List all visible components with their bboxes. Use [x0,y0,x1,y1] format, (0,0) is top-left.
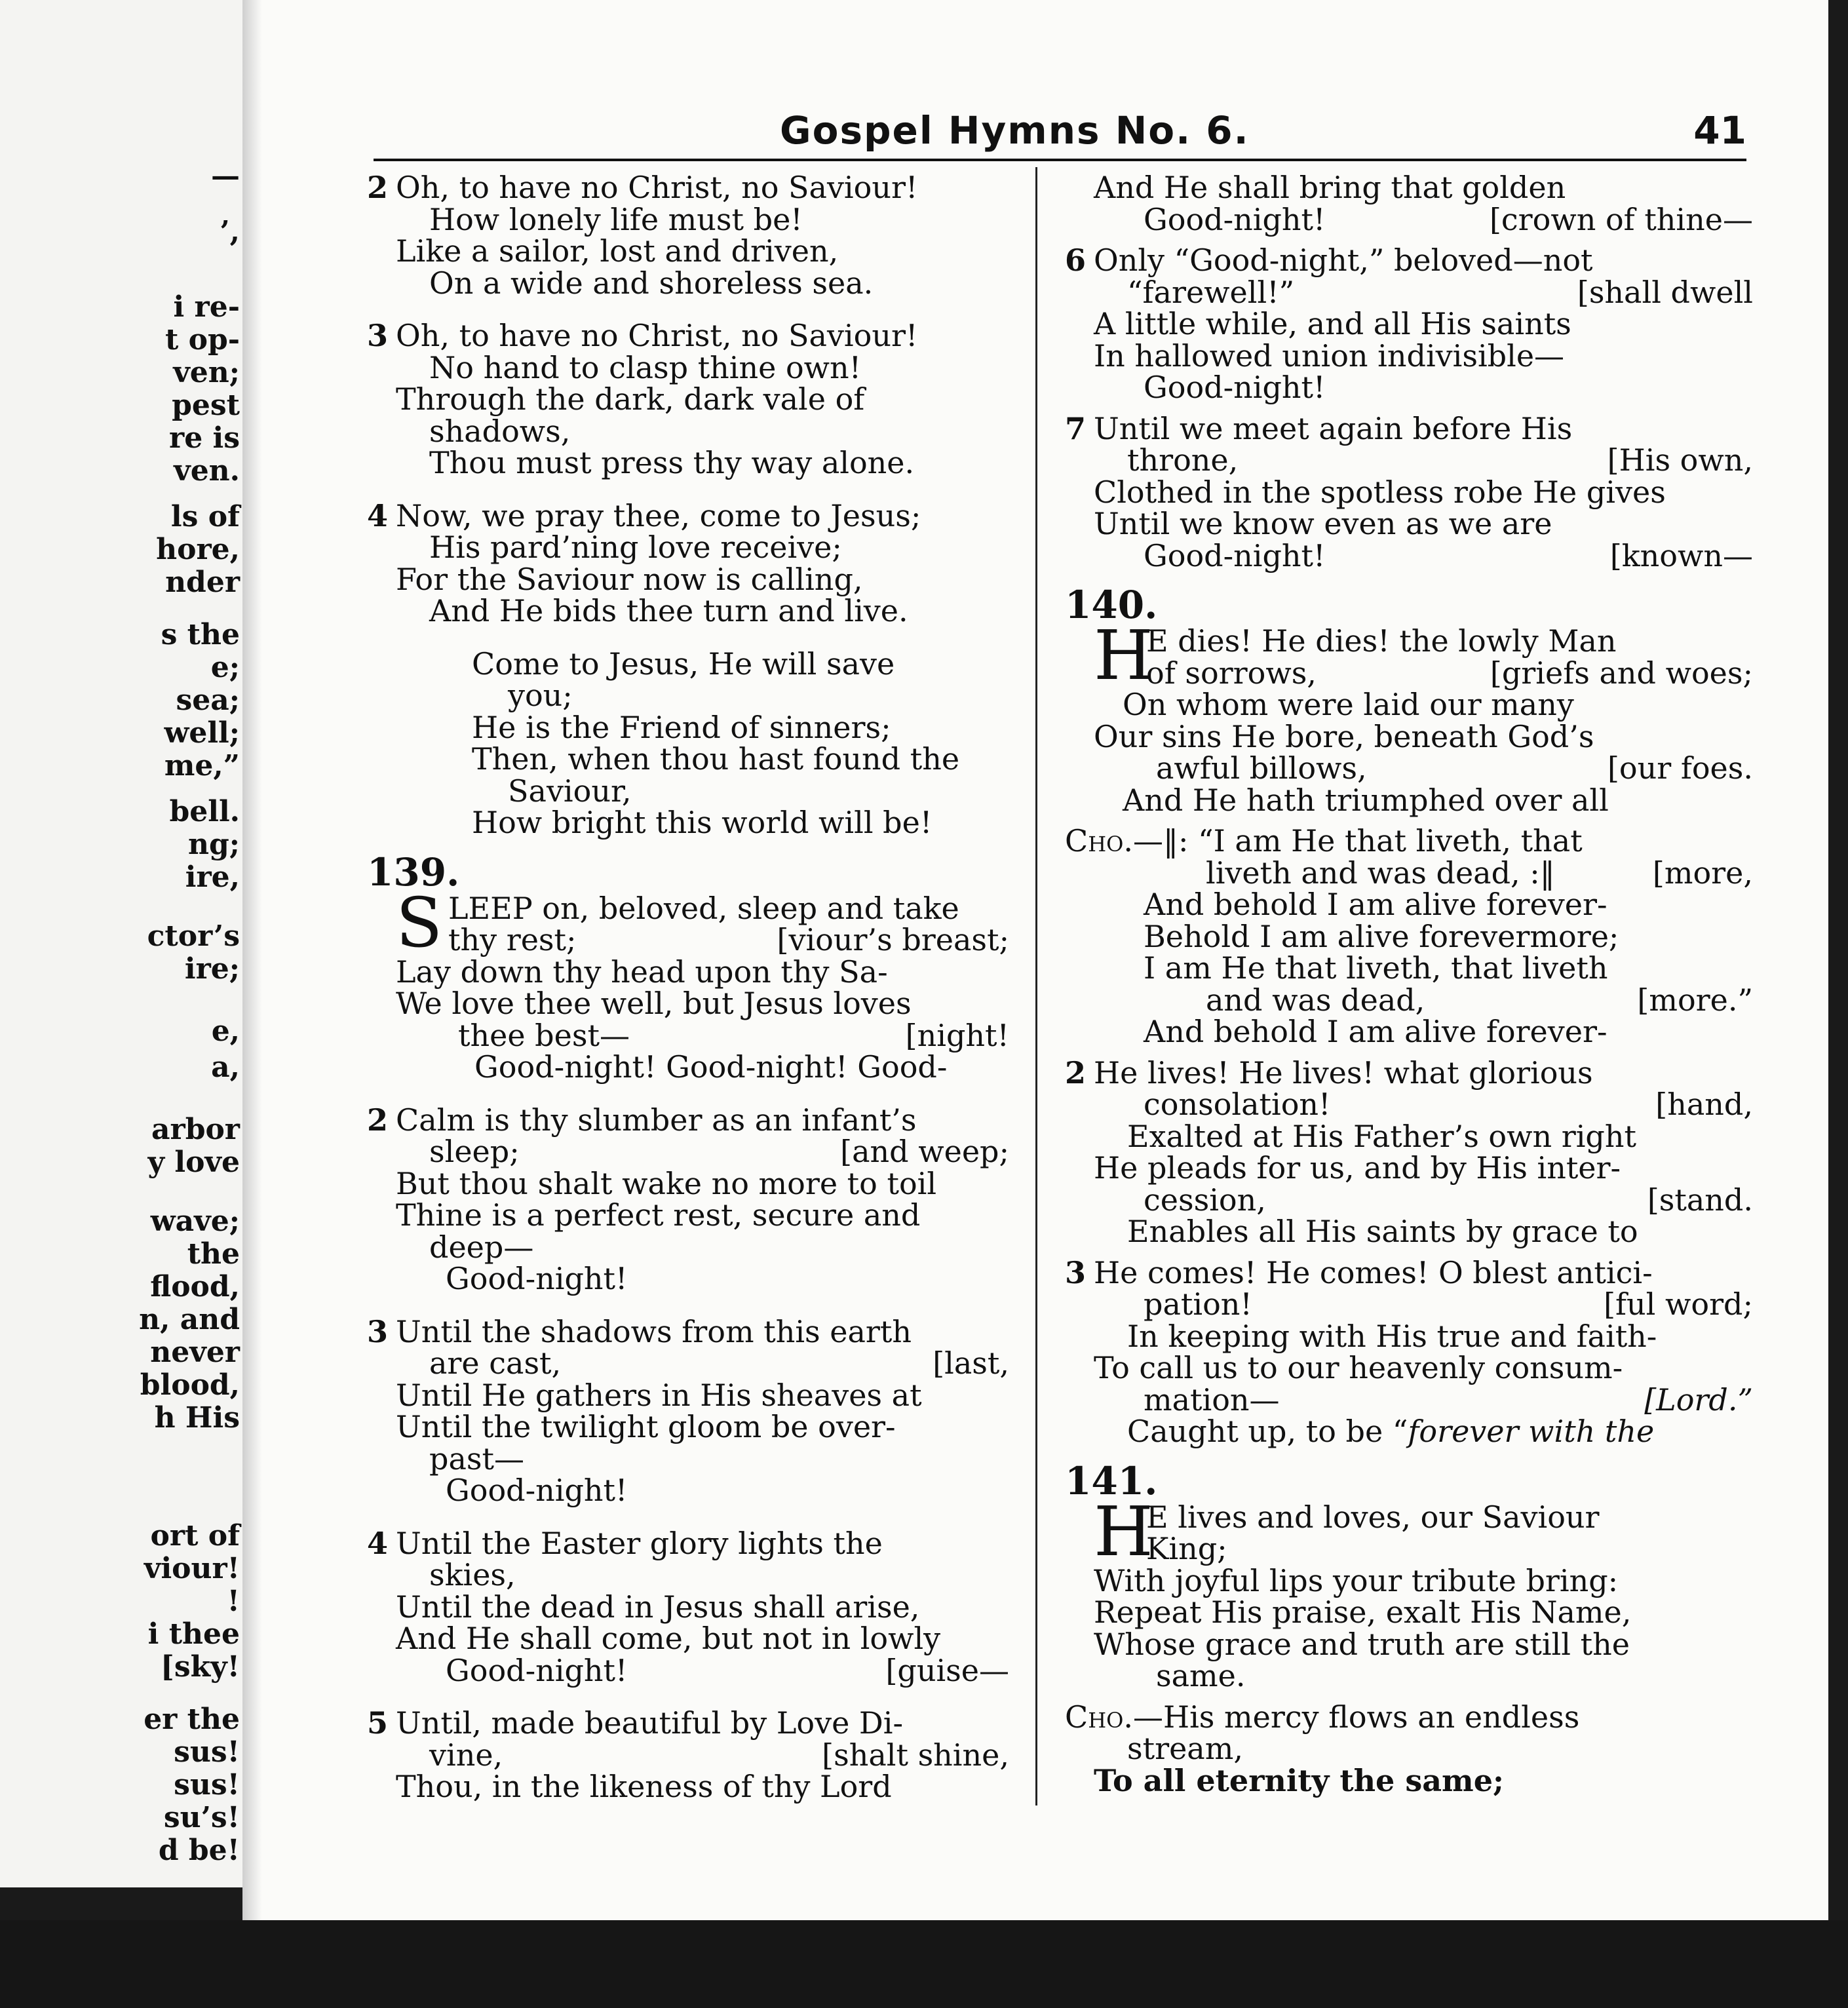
verse-line: consolation! [1144,1087,1331,1122]
chorus-label: Cho.— [1065,823,1163,859]
verse-line: Through the dark, dark vale of [396,381,865,417]
verse-line: Good-night! [446,1261,628,1296]
verse-line: His pard’ning love receive; [429,530,842,565]
turnover-fragment: [known— [1609,537,1753,573]
verse-line: “farewell!” [1127,274,1295,310]
verse-line: With joyful lips your tribute bring: [1094,1562,1619,1598]
turnover-fragment: [shalt shine, [822,1737,1009,1773]
verse-line: mation— [1144,1381,1280,1418]
chorus-line: He is the Friend of sinners; [472,709,891,745]
prev-page-fragment: nder [165,566,240,599]
verse-line: Oh, to have no Christ, no Saviour! [396,318,918,353]
verse-number: 3 [1065,1254,1087,1290]
verse-number: 2 [1065,1054,1087,1091]
verse-line: Good-night! Good-night! Good- [474,1049,948,1085]
verse-line: A little while, and all His saints [1094,306,1571,341]
verse-line: Until, made beautiful by Love Di- [396,1705,904,1741]
verse-line: Calm is thy slumber as an infant’s [396,1102,917,1138]
prev-page-fragment: [sky! [161,1650,240,1684]
chorus-line: Then, when thou hast found the [472,741,960,777]
verse-line: skies, [429,1557,516,1593]
prev-page-fragment: ort of [150,1519,240,1553]
verse-line: Good-night! [446,1473,628,1508]
prev-page-fragment: sea; [176,684,240,717]
verse-line: But thou shalt wake no more to toil [396,1165,937,1201]
verse-line: vine, [429,1737,503,1773]
turnover-fragment: [last, [933,1345,1009,1381]
left-column [367,172,1009,1803]
prev-page-fragment: n, and [139,1303,240,1336]
header-rule [374,159,1746,161]
prev-page-fragment: bell. [169,795,240,828]
turnover-fragment: [ful word; [1604,1286,1753,1322]
hymn-139-verse-5 [367,1707,1009,1803]
verse-line: Good-night! [1144,201,1326,237]
verse-number: 7 [1065,410,1087,446]
verse-line: sleep; [429,1134,520,1169]
turnover-fragment: [hand, [1655,1087,1753,1122]
verse-line-italic: forever with the [1408,1414,1655,1449]
hymnal-page [242,0,1828,1920]
verse-line: And He bids thee turn and live. [429,593,908,628]
drop-cap: S [396,882,443,963]
verse-line: are cast, [429,1345,562,1381]
hymn-138-verse-3 [367,320,1009,479]
verse-line: In hallowed union indivisible— [1094,338,1565,374]
prev-page-fragment: never [150,1336,240,1369]
hymn-141-verse-1 [1065,1491,1753,1693]
verse-line: Good-night! [1144,537,1326,573]
chorus-line: How bright this world will be! [472,805,933,840]
verse-line: throne, [1127,442,1239,478]
page-header [242,108,1828,161]
hymn-139-verse-6 [1065,244,1753,404]
prev-page-fragment: ven; [173,356,240,389]
verse-line: He lives! He lives! what glorious [1094,1054,1593,1091]
verse-number: 5 [367,1705,389,1741]
verse-line: Until the twilight gloom be over- [396,1409,896,1444]
turnover-fragment: [Lord.” [1644,1381,1753,1418]
verse-line: For the Saviour now is calling, [396,561,863,597]
prev-page-fragment: t op- [164,323,240,357]
drop-cap: H [1094,615,1153,695]
prev-page-fragment: re is [169,421,240,455]
prev-page-fragment: e, [211,1014,240,1048]
verse-line: Until the dead in Jesus shall arise, [396,1589,920,1625]
verse-line: LEEP on, beloved, sleep and take [448,890,959,926]
verse-number: 3 [367,1313,389,1349]
hymn-139-verse-1 [367,882,1009,1085]
verse-line: pation! [1144,1286,1252,1322]
verse-line: And He shall bring that golden [1094,170,1566,205]
prev-page-fragment: ctor’s [147,919,240,953]
prev-page-fragment: s the [161,618,240,651]
drop-cap: H [1094,1491,1153,1572]
prev-page-fragment: i thee [147,1617,240,1651]
verse-line: of sorrows, [1146,655,1317,691]
chorus-label: Cho.— [1065,1699,1163,1735]
verse-line: Lay down thy head upon thy Sa- [396,954,888,990]
hymn-number-140: 140. [1065,583,1158,627]
turnover-fragment: [and weep; [840,1134,1009,1169]
scan-bottom-edge [0,1920,1848,2008]
turnover-fragment: [shall dwell [1577,274,1753,310]
verse-line: Until He gathers in His sheaves at [396,1377,922,1413]
prev-page-fragment: ire; [184,952,240,986]
hymn-139-verse-7 [1065,410,1753,573]
prev-page-fragment: me,” [164,749,240,782]
verse-line: shadows, [429,413,571,449]
turnover-fragment: [griefs and woes; [1490,655,1753,691]
verse-line: In keeping with His true and faith- [1127,1318,1657,1354]
prev-page-fragment: ven. [174,454,240,488]
hymn-139-verse-3 [367,1313,1009,1508]
prev-page-fragment: h His [154,1401,240,1435]
hymn-140-verse-3 [1065,1254,1753,1449]
verse-line: E lives and loves, our Saviour [1146,1499,1600,1535]
prev-page-fragment: ire, [185,860,240,894]
previous-page-edge [0,0,246,1887]
verse-line: Clothed in the spotless robe He gives [1094,474,1666,510]
turnover-fragment: [more.” [1637,982,1753,1018]
verse-line: He pleads for us, and by His inter- [1094,1150,1621,1186]
turnover-fragment: [viour’s breast; [777,922,1009,957]
prev-page-fragment: i re- [173,290,240,324]
prev-page-fragment: ! [227,1585,240,1618]
chorus-line: and was dead, [1206,982,1425,1018]
prev-page-fragment: e; [210,651,240,684]
verse-line: E dies! He dies! the lowly Man [1146,623,1617,659]
verse-number: 3 [367,318,389,353]
hymn-140-verse-2 [1065,1054,1753,1249]
prev-page-fragment: su’s! [163,1801,240,1834]
verse-line: Thine is a perfect rest, secure and [396,1197,921,1233]
page-number: 41 [1693,108,1746,153]
chorus-line: Come to Jesus, He will save [472,646,895,682]
prev-page-fragment: hore, [156,533,240,566]
prev-page-fragment: flood, [150,1270,240,1303]
hymn-141-chorus [1065,1701,1753,1797]
verse-line: Repeat His praise, exalt His Name, [1094,1594,1632,1630]
hymn-139-verse-2 [367,1104,1009,1295]
prev-page-fragment: y love [147,1146,240,1179]
prev-page-fragment: arbor [151,1113,240,1146]
verse-line: Thou, in the likeness of thy Lord [396,1769,892,1804]
prev-page-fragment: ’, [220,215,240,248]
column-divider [1035,167,1037,1805]
verse-line: deep— [429,1229,534,1265]
verse-line: To call us to our heavenly consum- [1094,1350,1623,1385]
turnover-fragment: [guise— [885,1652,1009,1688]
chorus-line: stream, [1127,1731,1243,1766]
verse-line: Enables all His saints by grace to [1127,1214,1638,1249]
hymn-140-verse-1 [1065,615,1753,818]
chorus-line: Saviour, [508,773,632,809]
verse-line: On whom were laid our many [1123,687,1574,722]
prev-page-fragment: — [211,159,240,193]
prev-page-fragment: er the [144,1703,240,1736]
running-title: Gospel Hymns No. 6. [780,108,1250,153]
prev-page-fragment: ng; [188,828,240,861]
verse-line: How lonely life must be! [429,201,803,237]
verse-line: Good-night! [1144,370,1326,405]
verse-line: He comes! He comes! O blest antici- [1094,1254,1653,1290]
gutter-shadow [242,0,262,1920]
verse-line: Exalted at His Father’s own right [1127,1118,1636,1154]
hymn-number-141: 141. [1065,1458,1158,1503]
right-column [1065,172,1753,1796]
prev-page-fragment: ls of [170,500,240,533]
prev-page-fragment: d be! [158,1834,240,1867]
verse-line: And He shall come, but not in lowly [396,1621,941,1656]
hymn-139-verse-5-continued [1065,172,1753,235]
verse-number: 2 [367,170,389,205]
hymn-139-verse-4 [367,1525,1009,1688]
prev-page-fragment: sus! [174,1768,240,1802]
verse-line: thee best— [458,1017,630,1053]
prev-page-fragment: sus! [174,1735,240,1769]
verse-number: 4 [367,1525,389,1561]
verse-line: Now, we pray thee, come to Jesus; [396,497,921,533]
prev-page-fragment: viour! [144,1552,240,1585]
turnover-fragment: [more, [1652,855,1753,891]
verse-number: 2 [367,1102,389,1138]
verse-line: Like a sailor, lost and driven, [396,233,839,269]
verse-line: On a wide and shoreless sea. [429,265,874,301]
chorus-line: ‖: “I am He that liveth, that [1163,823,1583,859]
verse-line: Whose grace and truth are still the [1094,1626,1630,1662]
chorus-line: you; [508,678,573,713]
verse-number: 4 [367,497,389,533]
prev-page-fragment: blood, [140,1368,240,1402]
turnover-fragment: [our foes. [1607,750,1753,786]
turnover-fragment: [night! [905,1017,1009,1053]
prev-page-fragment: a, [211,1051,240,1084]
verse-line: same. [1156,1658,1246,1693]
hymn-140-chorus [1065,825,1753,1048]
verse-line: Oh, to have no Christ, no Saviour! [396,170,918,205]
verse-line: past— [429,1440,524,1477]
verse-number: 6 [1065,242,1087,278]
verse-line: awful billows, [1156,750,1367,786]
chorus-line: Behold I am alive forevermore; [1144,918,1619,954]
chorus-line: liveth and was dead, :‖ [1206,855,1555,891]
verse-line: cession, [1144,1182,1266,1218]
verse-line: Thou must press thy way alone. [429,445,915,480]
verse-line: Until we know even as we are [1094,506,1552,541]
hymn-number-139: 139. [367,849,460,895]
verse-line: Until the shadows from this earth [396,1313,912,1349]
prev-page-fragment: wave; [150,1205,240,1238]
chorus-line: His mercy flows an endless [1163,1699,1580,1735]
verse-line: Until the Easter glory lights the [396,1525,883,1561]
verse-line: No hand to clasp thine own! [429,349,862,385]
verse-line: Caught up, to be “ [1127,1414,1408,1449]
prev-page-fragment: well; [164,716,240,750]
verse-line: Only “Good-night,” beloved—not [1094,242,1593,278]
verse-line: thy rest; [448,922,577,957]
chorus-line: And behold I am alive forever- [1144,887,1607,922]
chorus-line: To all eternity the same; [1094,1762,1504,1798]
turnover-fragment: [crown of thine— [1489,201,1753,237]
verse-line: Good-night! [446,1652,628,1688]
verse-line: We love thee well, but Jesus loves [396,986,912,1021]
verse-line: Our sins He bore, beneath God’s [1094,718,1594,754]
chorus-line: I am He that liveth, that liveth [1144,950,1608,986]
chorus-line: And behold I am alive forever- [1144,1014,1607,1049]
verse-line: Until we meet again before His [1094,410,1573,446]
prev-page-fragment: the [187,1237,240,1271]
verse-line: And He hath triumphed over all [1123,782,1609,818]
hymn-138-verse-4 [367,497,1009,628]
hymn-138-chorus [367,648,1009,839]
turnover-fragment: [His own, [1607,442,1753,478]
prev-page-fragment: pest [172,389,240,422]
turnover-fragment: [stand. [1647,1182,1753,1218]
hymn-138-verse-2 [367,172,1009,299]
verse-line: King; [1146,1531,1227,1566]
